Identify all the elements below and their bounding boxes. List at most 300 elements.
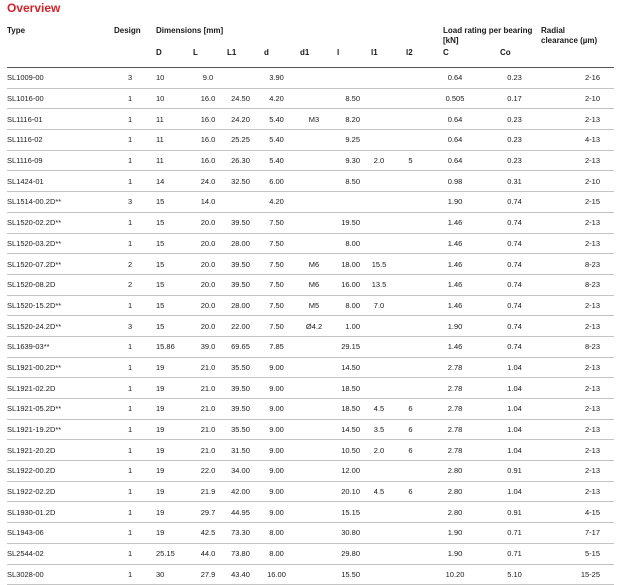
cell-design: 1 [114,461,156,482]
cell-d: 16.00 [258,564,295,585]
cell-design: 1 [114,440,156,461]
cell-C: 0.64 [423,109,487,130]
cell-L1: 24.20 [223,109,258,130]
cell-l: 8.20 [333,109,360,130]
cell-C: 1.90 [423,543,487,564]
cell-D: 15 [156,254,193,275]
cell-l1: 7.0 [360,295,398,316]
cell-l1 [360,68,398,88]
cell-d1: Ø4.2 [295,316,333,337]
cell-L1: 39.50 [223,274,258,295]
cell-L1: 43.40 [223,564,258,585]
cell-l1: 2.0 [360,440,398,461]
cell-l1: 2.0 [360,150,398,171]
cell-L: 21.0 [193,399,223,420]
cell-d: 7.50 [258,316,295,337]
cell-L1: 28.00 [223,295,258,316]
cell-L: 20.0 [193,212,223,233]
cell-D: 10 [156,88,193,109]
cell-d1: M6 [295,254,333,275]
cell-l1 [360,543,398,564]
cell-l1 [360,336,398,357]
cell-design: 1 [114,295,156,316]
cell-d1 [295,440,333,461]
cell-Co: 0.71 [487,523,542,544]
cell-type: SL1922-02.2D [7,481,114,502]
table-row [7,419,614,440]
table-row [7,357,614,378]
cell-C: 1.46 [423,336,487,357]
cell-Co: 1.04 [487,378,542,399]
cell-D: 19 [156,481,193,502]
cell-C: 1.90 [423,316,487,337]
cell-l2: 6 [398,419,423,440]
cell-l: 8.50 [333,88,360,109]
cell-L: 29.7 [193,502,223,523]
cell-design: 1 [114,502,156,523]
cell-design: 1 [114,150,156,171]
cell-design: 3 [114,68,156,88]
cell-l2 [398,192,423,213]
header-design: Design [114,26,141,35]
cell-type: SL1921-00.2D** [7,357,114,378]
cell-l: 18.50 [333,399,360,420]
cell-L1: 39.50 [223,212,258,233]
cell-Co: 0.91 [487,502,542,523]
cell-d: 5.40 [258,109,295,130]
page-title: Overview [7,1,61,15]
cell-Co: 0.74 [487,295,542,316]
cell-l2 [398,130,423,151]
cell-l2 [398,233,423,254]
cell-type: SL1520-07.2D** [7,254,114,275]
header-D: D [156,48,162,57]
cell-l: 20.10 [333,481,360,502]
cell-design: 1 [114,564,156,585]
cell-C: 0.64 [423,150,487,171]
cell-radial-clearance: 2-15 [542,192,614,213]
cell-C: 1.46 [423,212,487,233]
cell-D: 19 [156,502,193,523]
cell-l1 [360,564,398,585]
header-L1: L1 [227,48,237,57]
cell-C: 0.98 [423,171,487,192]
cell-radial-clearance: 8-23 [542,336,614,357]
cell-C: 1.46 [423,295,487,316]
cell-d1: M6 [295,274,333,295]
table-row [7,274,614,295]
cell-l2: 6 [398,481,423,502]
cell-design: 1 [114,109,156,130]
header-radial-clearance: Radial clearance (µm) [541,26,598,45]
cell-L1: 39.50 [223,254,258,275]
cell-design: 1 [114,171,156,192]
cell-l2: 6 [398,440,423,461]
cell-l1 [360,212,398,233]
cell-l2 [398,254,423,275]
cell-d1: M3 [295,109,333,130]
cell-L: 20.0 [193,295,223,316]
cell-L: 20.0 [193,254,223,275]
cell-L1: 24.50 [223,88,258,109]
cell-d1 [295,171,333,192]
bearing-table [7,68,614,585]
cell-d: 7.50 [258,254,295,275]
cell-Co: 1.04 [487,419,542,440]
cell-L1: 31.50 [223,440,258,461]
cell-d: 4.20 [258,192,295,213]
cell-l: 18.50 [333,378,360,399]
cell-D: 14 [156,171,193,192]
cell-Co: 1.04 [487,399,542,420]
cell-D: 19 [156,378,193,399]
cell-type: SL3028-00 [7,564,114,585]
table-row [7,440,614,461]
cell-l: 29.80 [333,543,360,564]
cell-L1: 73.80 [223,543,258,564]
cell-C: 1.46 [423,233,487,254]
cell-l1 [360,171,398,192]
cell-L: 16.0 [193,109,223,130]
cell-Co: 1.04 [487,440,542,461]
table-row [7,461,614,482]
cell-L: 16.0 [193,130,223,151]
cell-d1 [295,233,333,254]
cell-d1 [295,357,333,378]
cell-L: 39.0 [193,336,223,357]
cell-d: 5.40 [258,150,295,171]
cell-radial-clearance: 2-13 [542,399,614,420]
table-row [7,295,614,316]
cell-type: SL1116-09 [7,150,114,171]
cell-l1 [360,233,398,254]
cell-D: 19 [156,461,193,482]
cell-radial-clearance: 2-13 [542,295,614,316]
cell-L1: 22.00 [223,316,258,337]
cell-design: 2 [114,274,156,295]
cell-radial-clearance: 2-13 [542,440,614,461]
header-dimensions: Dimensions [mm] [156,26,224,35]
cell-L: 22.0 [193,461,223,482]
cell-l1 [360,378,398,399]
cell-L1 [223,192,258,213]
cell-type: SL1520-02.2D** [7,212,114,233]
cell-L1: 42.00 [223,481,258,502]
cell-d: 9.00 [258,481,295,502]
cell-radial-clearance: 2-13 [542,378,614,399]
cell-L: 9.0 [193,68,223,88]
cell-radial-clearance: 2-13 [542,357,614,378]
cell-D: 19 [156,399,193,420]
cell-type: SL1921-05.2D** [7,399,114,420]
table-row [7,564,614,585]
cell-design: 1 [114,233,156,254]
header-d: d [264,48,269,57]
cell-C: 2.80 [423,502,487,523]
cell-Co: 0.74 [487,316,542,337]
cell-radial-clearance: 4-13 [542,130,614,151]
cell-radial-clearance: 2-13 [542,316,614,337]
cell-D: 19 [156,357,193,378]
cell-radial-clearance: 2-13 [542,150,614,171]
cell-Co: 5.10 [487,564,542,585]
cell-design: 1 [114,419,156,440]
cell-D: 15 [156,295,193,316]
cell-L1: 32.50 [223,171,258,192]
cell-l2 [398,171,423,192]
cell-radial-clearance: 8-23 [542,274,614,295]
cell-d1 [295,150,333,171]
cell-d1 [295,399,333,420]
cell-l2 [398,109,423,130]
cell-D: 19 [156,440,193,461]
cell-L1 [223,68,258,88]
cell-type: SL1921-02.2D [7,378,114,399]
table-row [7,130,614,151]
cell-d: 5.40 [258,130,295,151]
table-row [7,543,614,564]
cell-d1 [295,336,333,357]
cell-d1: M5 [295,295,333,316]
cell-l: 8.50 [333,171,360,192]
cell-l: 14.50 [333,419,360,440]
cell-D: 10 [156,68,193,88]
cell-l: 14.50 [333,357,360,378]
cell-radial-clearance: 5-15 [542,543,614,564]
cell-radial-clearance: 2-13 [542,481,614,502]
cell-l: 15.15 [333,502,360,523]
cell-l2 [398,461,423,482]
cell-d1 [295,502,333,523]
cell-C: 1.90 [423,523,487,544]
cell-type: SL1514-00.2D** [7,192,114,213]
cell-D: 15.86 [156,336,193,357]
cell-design: 3 [114,316,156,337]
table-row [7,378,614,399]
header-l: l [337,48,340,57]
table-row [7,150,614,171]
header-l2: l2 [406,48,413,57]
cell-L: 44.0 [193,543,223,564]
cell-type: SL1009-00 [7,68,114,88]
cell-L1: 25.25 [223,130,258,151]
cell-D: 15 [156,233,193,254]
cell-design: 1 [114,336,156,357]
cell-Co: 0.91 [487,461,542,482]
header-type: Type [7,26,26,35]
cell-l2 [398,88,423,109]
cell-C: 2.78 [423,378,487,399]
cell-d1 [295,481,333,502]
cell-l1 [360,109,398,130]
cell-D: 19 [156,419,193,440]
cell-L1: 44.95 [223,502,258,523]
cell-d1 [295,68,333,88]
cell-D: 15 [156,192,193,213]
cell-d1 [295,88,333,109]
cell-l [333,68,360,88]
cell-l1: 15.5 [360,254,398,275]
cell-l2: 6 [398,399,423,420]
table-row [7,88,614,109]
cell-Co: 0.23 [487,68,542,88]
cell-d: 9.00 [258,461,295,482]
cell-L: 21.0 [193,440,223,461]
cell-L: 21.0 [193,378,223,399]
cell-radial-clearance: 7-17 [542,523,614,544]
cell-d: 9.00 [258,378,295,399]
cell-l: 1.00 [333,316,360,337]
cell-Co: 0.74 [487,212,542,233]
cell-D: 19 [156,523,193,544]
cell-l1: 4.5 [360,399,398,420]
cell-l: 15.50 [333,564,360,585]
cell-d: 9.00 [258,502,295,523]
cell-l2 [398,523,423,544]
cell-type: SL1921-19.2D** [7,419,114,440]
cell-C: 0.64 [423,130,487,151]
cell-type: SL1922-00.2D [7,461,114,482]
cell-d: 9.00 [258,399,295,420]
cell-type: SL1520-15.2D** [7,295,114,316]
header-load-rating: Load rating per bearing [kN] [443,26,533,45]
cell-L: 14.0 [193,192,223,213]
cell-d1 [295,523,333,544]
cell-radial-clearance: 2-13 [542,233,614,254]
cell-C: 2.78 [423,419,487,440]
table-row [7,192,614,213]
cell-L: 42.5 [193,523,223,544]
cell-l2 [398,295,423,316]
cell-d: 9.00 [258,419,295,440]
cell-radial-clearance: 2-16 [542,68,614,88]
cell-d: 7.50 [258,295,295,316]
cell-l2: 5 [398,150,423,171]
cell-l1: 4.5 [360,481,398,502]
cell-d: 8.00 [258,523,295,544]
cell-C: 1.46 [423,254,487,275]
cell-type: SL2544-02 [7,543,114,564]
cell-l: 12.00 [333,461,360,482]
table-row [7,523,614,544]
cell-type: SL1520-03.2D** [7,233,114,254]
header-L: L [193,48,198,57]
cell-L: 16.0 [193,88,223,109]
cell-C: 0.64 [423,68,487,88]
cell-l: 9.30 [333,150,360,171]
cell-l2 [398,68,423,88]
table-row [7,399,614,420]
cell-design: 1 [114,543,156,564]
cell-design: 1 [114,130,156,151]
cell-Co: 0.23 [487,150,542,171]
cell-design: 2 [114,254,156,275]
cell-d: 9.00 [258,440,295,461]
cell-type: SL1424-01 [7,171,114,192]
cell-type: SL1116-01 [7,109,114,130]
cell-C: 10.20 [423,564,487,585]
cell-D: 15 [156,274,193,295]
cell-l2 [398,274,423,295]
cell-type: SL1930-01.2D [7,502,114,523]
cell-l1 [360,88,398,109]
cell-l1 [360,192,398,213]
cell-d1 [295,130,333,151]
cell-C: 2.80 [423,461,487,482]
cell-d1 [295,461,333,482]
cell-d1 [295,419,333,440]
cell-Co: 1.04 [487,357,542,378]
cell-design: 1 [114,378,156,399]
cell-type: SL1016-00 [7,88,114,109]
cell-L: 20.0 [193,316,223,337]
cell-Co: 0.74 [487,254,542,275]
cell-l: 9.25 [333,130,360,151]
cell-L1: 73.30 [223,523,258,544]
cell-l1 [360,130,398,151]
cell-Co: 0.74 [487,274,542,295]
cell-l: 19.50 [333,212,360,233]
cell-L: 21.9 [193,481,223,502]
cell-design: 1 [114,481,156,502]
cell-l: 10.50 [333,440,360,461]
cell-l: 8.00 [333,233,360,254]
header-l1: l1 [371,48,378,57]
cell-D: 25.15 [156,543,193,564]
cell-L1: 28.00 [223,233,258,254]
cell-Co: 0.74 [487,233,542,254]
cell-d: 8.00 [258,543,295,564]
cell-l1: 3.5 [360,419,398,440]
cell-D: 11 [156,150,193,171]
cell-C: 0.505 [423,88,487,109]
cell-l1 [360,316,398,337]
cell-Co: 0.74 [487,336,542,357]
cell-d: 3.90 [258,68,295,88]
cell-C: 2.78 [423,357,487,378]
table-row [7,233,614,254]
header-Co: Co [500,48,511,57]
cell-L: 20.0 [193,274,223,295]
cell-l2 [398,543,423,564]
table-row [7,481,614,502]
table-row [7,254,614,275]
cell-L1: 26.30 [223,150,258,171]
cell-type: SL1116-02 [7,130,114,151]
cell-Co: 0.23 [487,109,542,130]
cell-type: SL1520-24.2D** [7,316,114,337]
cell-l2 [398,336,423,357]
cell-Co: 0.74 [487,192,542,213]
cell-design: 1 [114,399,156,420]
cell-D: 30 [156,564,193,585]
header-d1: d1 [300,48,310,57]
table-row [7,502,614,523]
cell-type: SL1639-03** [7,336,114,357]
cell-d: 7.50 [258,233,295,254]
cell-C: 1.46 [423,274,487,295]
cell-l2 [398,212,423,233]
cell-type: SL1520-08.2D [7,274,114,295]
cell-Co: 0.71 [487,543,542,564]
cell-design: 1 [114,212,156,233]
cell-d: 7.50 [258,274,295,295]
cell-L1: 35.50 [223,419,258,440]
cell-d: 7.85 [258,336,295,357]
cell-radial-clearance: 4-15 [542,502,614,523]
cell-d: 7.50 [258,212,295,233]
cell-radial-clearance: 15-25 [542,564,614,585]
